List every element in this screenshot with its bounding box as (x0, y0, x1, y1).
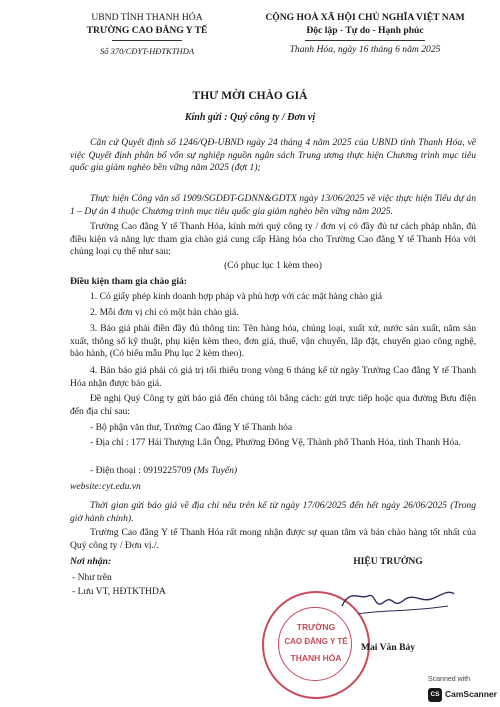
scanner-text: Scanned with (428, 676, 471, 683)
condition-3: 3. Báo giá phải điền đầy đủ thông tin: Tên hàng hóa, chủng loại, xuất xứ, nước sản xuất, năm sản xuất, thông số kỹ thuật, phụ kiện kèm theo, đơn giá, thuế, vận chuyển, lắp đặt, chuyển giao công nghệ, bảo hành, (Có biểu mẫu Phụ lục 2 kèm theo). (70, 323, 476, 360)
condition-2: 2. Mỗi đơn vị chỉ có một bản chào giá. (90, 307, 239, 318)
recipient-line: Kính gửi : Quý công ty / Đơn vị (184, 112, 316, 123)
closing-paragraph: Trường Cao đẳng Y tế Thanh Hóa rất mong nhận được sự quan tâm và bản chào hàng tốt nhất của Quý công ty / Đơn vị./. (70, 527, 476, 551)
signer-title: HIỆU TRƯỞNG (353, 556, 423, 567)
nation-title: CỘNG HOÀ XÃ HỘI CHỦ NGHĨA VIỆT NAM (265, 12, 465, 23)
scanner-brand: CamScanner (445, 689, 497, 699)
scanner-watermark (422, 674, 500, 707)
recipient-item: - Lưu VT, HĐTKTHDA (72, 586, 166, 597)
recipient-item: - Như trên (72, 572, 112, 583)
camscanner-logo-icon: CS (428, 688, 442, 702)
contact-address: - Địa chỉ : 177 Hải Thượng Lãn Ông, Phường Đông Vệ, Thành phố Thanh Hóa, tỉnh Thanh Hóa. (90, 437, 461, 448)
condition-4: 4. Bản báo giá phải có giá trị tối thiểu trong vòng 6 tháng kể từ ngày Trường Cao đẳng Y tế Thanh Hóa nhận được báo giá. (70, 365, 476, 389)
basis-decision: Căn cứ Quyết định số 1246/QĐ-UBND ngày 24 tháng 4 năm 2025 của UBND tỉnh Thanh Hóa, về việc Quyết định phân bổ vốn sự nghiệp nguồn ngân sách Trung ương thực hiện Chương trình mục tiêu quốc gia giảm nghèo bền vững năm 2025 (đợt 1); (70, 137, 476, 174)
motto: Độc lập - Tự do - Hạnh phúc (306, 25, 424, 36)
org-name: TRƯỜNG CAO ĐẲNG Y TẾ (86, 25, 208, 36)
signer-name: Mai Văn Bảy (360, 642, 416, 653)
recipients-label: Nơi nhận: (70, 556, 112, 567)
contact-phone: - Điện thoại : 0919225709 (90, 465, 192, 476)
seal-text-line2: CAO ĐẲNG Y TẾ (284, 637, 348, 646)
intro-paragraph: Trường Cao đẳng Y tế Thanh Hóa, kính mời quý công ty / đơn vị có đầy đủ tư cách pháp nhân, đủ điều kiện và năng lực tham gia chào giá cung cấp Hàng hóa cho Trường Cao đẳng Y tế Thanh Hóa với chủng loại cụ thể như sau: (70, 221, 476, 258)
basis-official-letter: Thực hiện Công văn số 1909/SGDĐT-GDNN&GDTX ngày 13/06/2025 về việc thực hiện Tiểu dự án 1 – Dự án 4 thuộc Chương trình mục tiêu quốc gia giảm nghèo bền vững năm 2025. (70, 193, 476, 217)
org-parent: UBND TỈNH THANH HÓA (91, 12, 203, 23)
contact-office: - Bộ phận văn thư, Trường Cao đẳng Y tế Thanh hóa (90, 422, 293, 433)
request-paragraph: Đề nghị Quý Công ty gửi báo giá đến chúng tôi bằng cách: gửi trực tiếp hoặc qua đường Bưu điện đến địa chỉ sau: (70, 393, 476, 417)
contact-phone-row (90, 465, 237, 478)
page-title: THƯ MỜI CHÀO GIÁ (192, 90, 308, 102)
motto-underline (305, 40, 425, 41)
conditions-heading: Điều kiện tham gia chào giá: (70, 276, 187, 287)
seal-text-line3: THANH HÓA (290, 653, 342, 663)
place-date: Thanh Hóa, ngày 16 tháng 6 năm 2025 (289, 44, 441, 55)
condition-1: 1. Có giấy phép kinh doanh hợp pháp và phù hợp với các mặt hàng chào giá (90, 291, 383, 302)
seal-text-line1: TRƯỜNG (296, 622, 336, 632)
contact-person: (Ms Tuyến) (193, 465, 238, 476)
org-underline (112, 40, 182, 41)
website: website:cyt.edu.vn (70, 481, 141, 492)
appendix-note: (Có phục lục 1 kèm theo) (224, 260, 322, 271)
deadline-paragraph: Thời gian gửi báo giá về địa chỉ nêu trên kể từ ngày 17/06/2025 đến hết ngày 26/06/2025 (Trong giờ hành chính). (70, 500, 476, 524)
doc-number: Số 370/CĐYT-HĐTKTHDA (99, 46, 195, 56)
signature (338, 570, 458, 624)
